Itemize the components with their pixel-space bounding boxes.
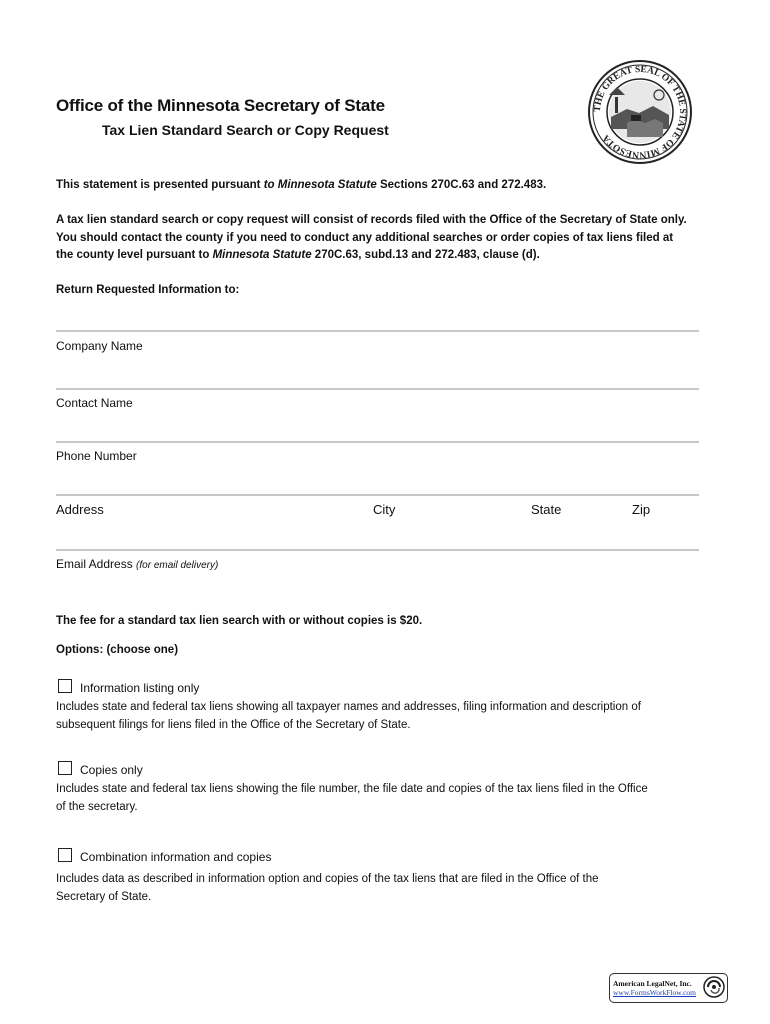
options-label: Options: (choose one)	[56, 644, 179, 656]
contact-label: Contact Name	[56, 396, 133, 410]
phone-label: Phone Number	[56, 449, 137, 463]
option-combination-label: Combination information and copies	[80, 850, 272, 864]
form-subtitle: Tax Lien Standard Search or Copy Request	[102, 122, 389, 138]
email-label: Email Address (for email delivery)	[56, 557, 219, 571]
option-combination-description: Includes data as described in information option and copies of the tax liens that are filed in the Office of the Secretary of State.	[56, 873, 599, 903]
email-note: (for email delivery)	[136, 560, 219, 571]
fee-statement: The fee for a standard tax lien search with or without copies is $20.	[56, 615, 423, 627]
return-label: Return Requested Information to:	[56, 284, 240, 296]
company-input-line[interactable]	[56, 330, 699, 332]
option-combination-checkbox[interactable]	[58, 848, 72, 862]
state-seal-icon	[587, 59, 693, 165]
city-label: City	[373, 502, 396, 517]
page-title: Office of the Minnesota Secretary of State	[56, 96, 385, 115]
statute-statement: This statement is presented pursuant to Minnesota Statute Sections 270C.63 and 272.483.	[56, 179, 547, 191]
email-input-line[interactable]	[56, 549, 699, 551]
option-copies-label: Copies only	[80, 763, 143, 777]
option-info-checkbox[interactable]	[58, 679, 72, 693]
footer-url-link[interactable]: www.FormsWorkFlow.com	[613, 988, 697, 997]
seal-text: THE GREAT SEAL OF THE STATE OF MINNESOTA	[592, 64, 688, 160]
zip-label: Zip	[632, 502, 651, 517]
scope-paragraph: A tax lien standard search or copy request will consist of records filed with the Office of the Secretary of State only. You should contact the county if you need to conduct any additional searches or order copies of tax liens filed at the county level pursuant to Minnesota Statute 270C.63, subd.13 and 272.483, clause (d).	[56, 214, 687, 261]
phone-input-line[interactable]	[56, 441, 699, 443]
address-label: Address	[56, 502, 104, 517]
footer-logo-icon	[703, 976, 725, 998]
option-info-description: Includes state and federal tax liens showing all taxpayer names and addresses, filing information and description of subsequent filings for liens filed in the Office of the Secretary of State.	[56, 701, 641, 731]
option-copies-description: Includes state and federal tax liens showing the file number, the file date and copies of the tax liens filed in the Office of the secretary.	[56, 783, 648, 813]
address-input-line[interactable]	[56, 494, 699, 496]
state-label: State	[531, 502, 562, 517]
option-copies-checkbox[interactable]	[58, 761, 72, 775]
footer-company: American LegalNet, Inc.	[613, 979, 692, 988]
contact-input-line[interactable]	[56, 388, 699, 390]
company-label: Company Name	[56, 339, 143, 353]
option-info-label: Information listing only	[80, 681, 200, 695]
